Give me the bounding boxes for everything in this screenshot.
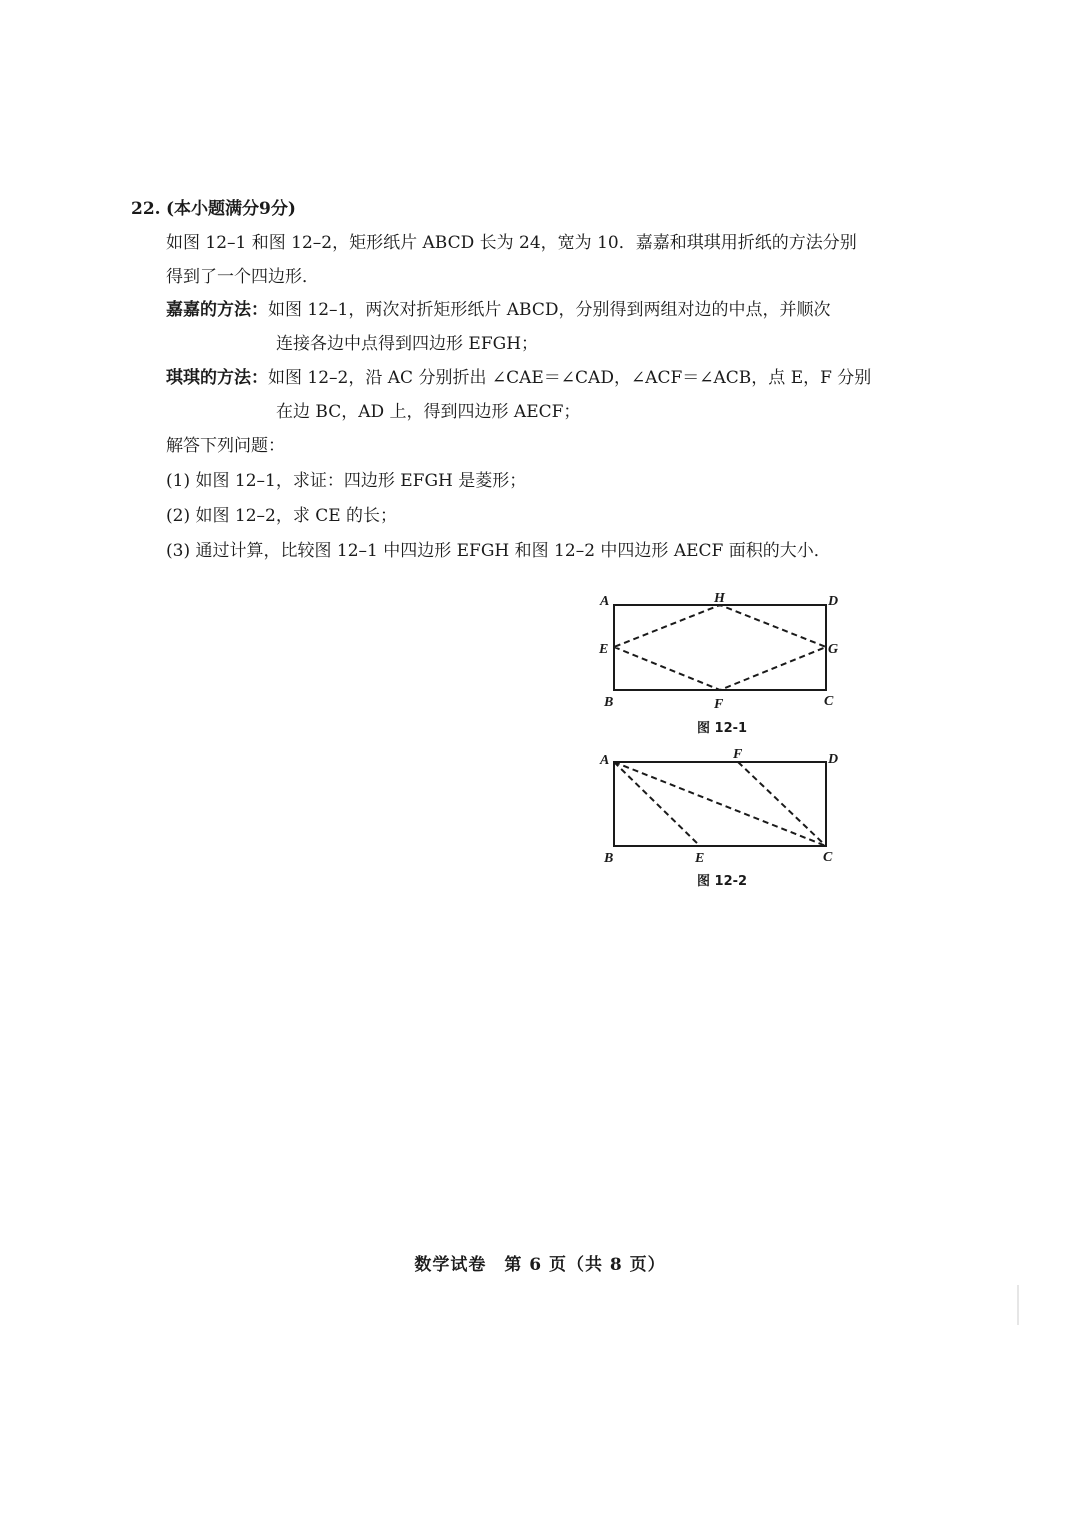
figure-12-2 (590, 742, 850, 867)
method-qiqi-line-1: 如图 12–2，沿 AC 分别折出 ∠CAE＝∠CAD，∠ACF＝∠ACB，点 E，F 分别 (268, 368, 872, 388)
problem-score-note: (本小题满分9分) (166, 199, 296, 219)
fig2-label-e: E (695, 851, 705, 866)
problem-intro-line-1: 如图 12–1 和图 12–2，矩形纸片 ABCD 长为 24，宽为 10．嘉嘉和琪琪用折纸的方法分别 (166, 233, 857, 253)
fig2-label-a: A (600, 753, 610, 768)
method-jiajia-line-2: 连接各边中点得到四边形 EFGH； (276, 334, 539, 354)
method-jiajia-label: 嘉嘉的方法： (166, 300, 268, 320)
question-1: (1) 如图 12–1，求证：四边形 EFGH 是菱形； (166, 471, 527, 491)
fig2-label-d: D (828, 752, 839, 767)
answer-prompt: 解答下列问题： (166, 436, 285, 456)
fig1-label-a: A (600, 594, 610, 609)
fig1-label-d: D (828, 594, 839, 609)
question-2: (2) 如图 12–2，求 CE 的长； (166, 506, 398, 526)
fig1-label-g: G (828, 642, 839, 657)
fig1-label-h: H (714, 591, 725, 606)
problem-intro-line-2: 得到了一个四边形． (166, 267, 319, 287)
figure-12-2-caption: 图 12-2 (697, 874, 748, 889)
figure-12-1 (590, 585, 850, 710)
rhombus-efgh (614, 605, 826, 690)
fold-line-cf (738, 762, 826, 846)
scan-edge-mark (1017, 1285, 1019, 1325)
fig2-label-c: C (823, 850, 833, 865)
rectangle-abcd (614, 605, 826, 690)
method-jiajia-line-1: 如图 12–1，两次对折矩形纸片 ABCD，分别得到两组对边的中点，并顺次 (268, 300, 831, 320)
fold-line-ac (614, 762, 826, 846)
page-footer: 数学试卷 第 6 页（共 8 页） (414, 1255, 666, 1275)
fold-line-ae (614, 762, 700, 846)
figure-12-1-caption: 图 12-1 (697, 721, 748, 736)
method-qiqi-label: 琪琪的方法： (166, 368, 268, 388)
fig1-label-c: C (824, 694, 834, 709)
fig1-label-f: F (714, 697, 724, 710)
fig1-label-b: B (604, 695, 614, 710)
fig1-label-e: E (599, 642, 609, 657)
fig2-label-f: F (733, 747, 743, 762)
method-qiqi-line-2: 在边 BC，AD 上，得到四边形 AECF； (276, 402, 581, 422)
question-3: (3) 通过计算，比较图 12–1 中四边形 EFGH 和图 12–2 中四边形 AECF 面积的大小． (166, 541, 831, 561)
fig2-label-b: B (604, 851, 614, 866)
problem-number: 22. (131, 199, 161, 219)
